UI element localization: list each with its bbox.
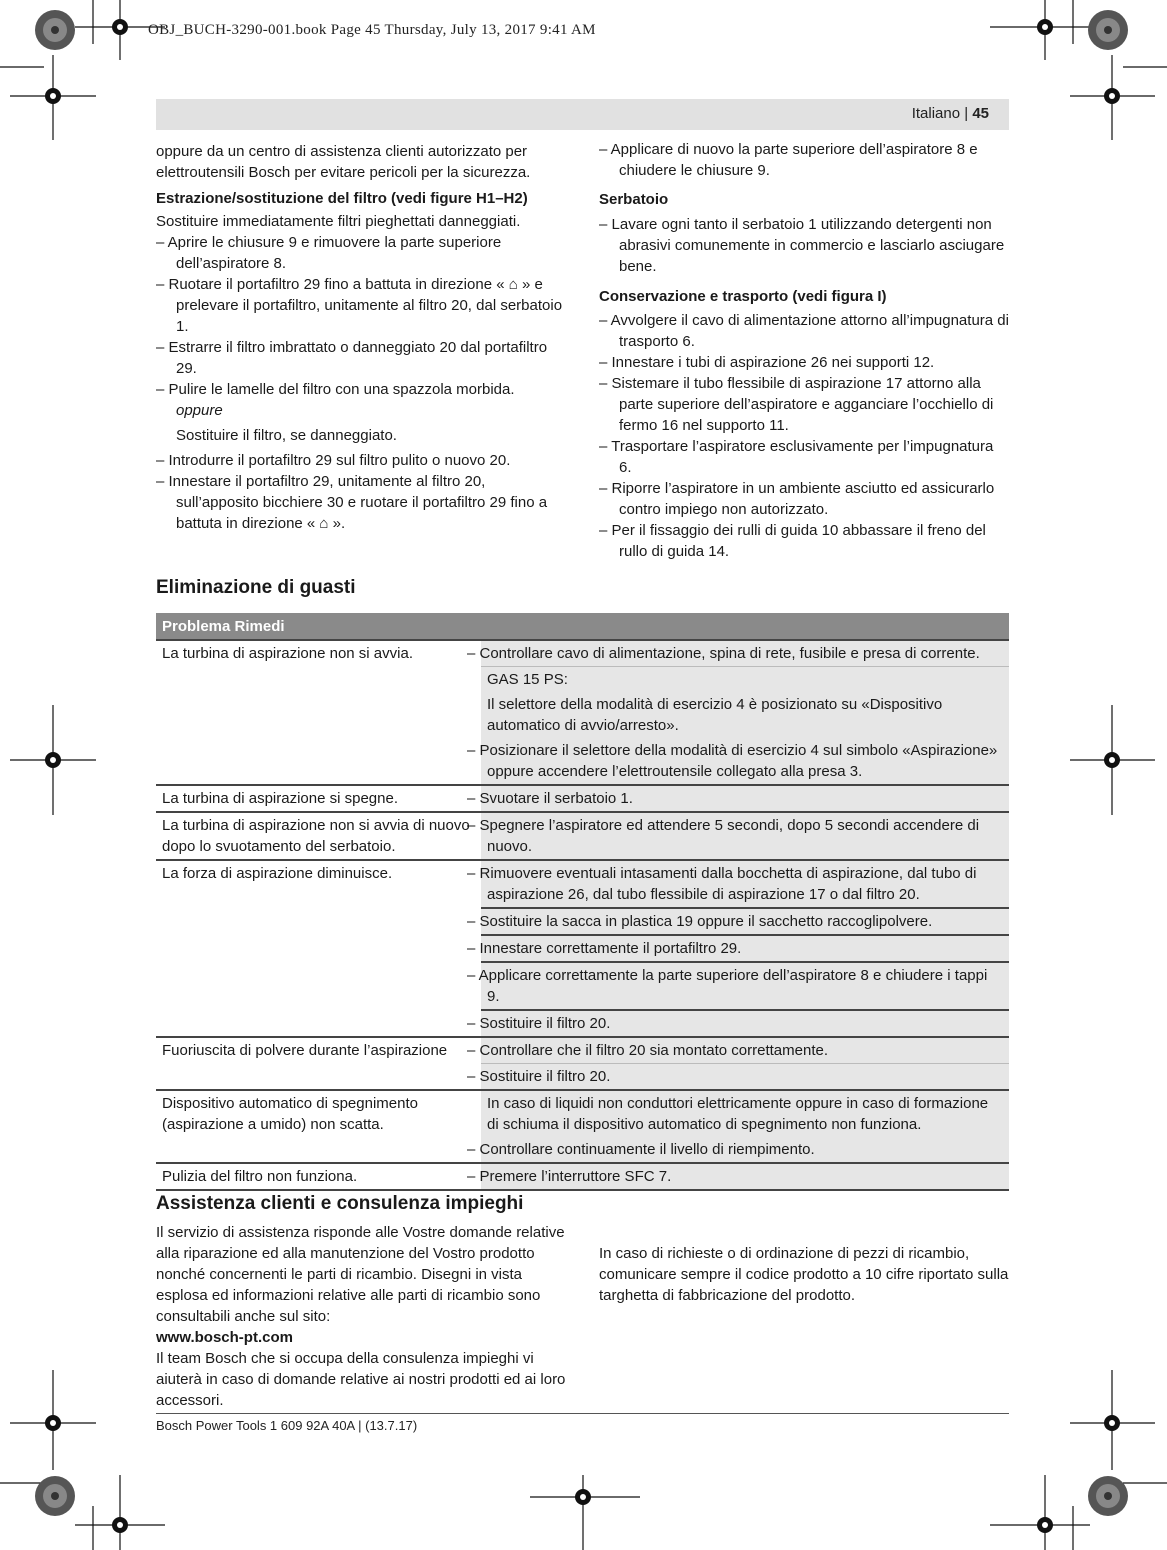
- paragraph: Il servizio di assistenza risponde alle Vostre domande relative alla riparazione ed alla manutenzione del Vostro prodotto nonché concernenti le parti di ricambio. Disegni in vista esplosa ed informazioni relative alle parti di ricambio sono consultabili anche sul sito:: [156, 1224, 565, 1325]
- section-heading: Conservazione e trasporto (vedi figura I): [599, 288, 887, 305]
- remedy-cell: – Sostituire la sacca in plastica 19 oppure il sacchetto raccoglipolvere.: [481, 908, 1009, 935]
- page-number: 45: [972, 105, 989, 122]
- problem-cell: La turbina di aspirazione si spegne.: [156, 785, 481, 812]
- list-item: – Estrarre il filtro imbrattato o danneggiato 20 dal portafiltro 29.: [156, 339, 548, 377]
- remedy-cell: – Controllare continuamente il livello di riempimento.: [481, 1137, 1009, 1163]
- troubleshooting-table: [156, 613, 1009, 1191]
- list-item: – Ruotare il portafiltro 29 fino a battuta in direzione « ⌂ » e prelevare il portafiltro, unitamente al filtro 20, dal serbatoio 1.: [156, 276, 563, 335]
- list-item: – Avvolgere il cavo di alimentazione attorno all’impugnatura di trasporto 6.: [599, 312, 1009, 350]
- paragraph: Sostituire immediatamente filtri pieghettati danneggiati.: [156, 213, 521, 230]
- list-item: – Pulire le lamelle del filtro con una spazzola morbida.: [156, 381, 515, 398]
- table-row: [156, 1090, 1009, 1137]
- problem-cell: Dispositivo automatico di spegnimento (aspirazione a umido) non scatta.: [156, 1090, 481, 1163]
- list-item: – Riporre l’aspiratore in un ambiente asciutto ed assicurarlo contro impiego non autorizzato.: [599, 480, 995, 518]
- list-item: – Innestare il portafiltro 29, unitamente al filtro 20, sull’apposito bicchiere 30 e ruotare il portafiltro 29 fino a battuta in direzione « ⌂ ».: [156, 473, 548, 532]
- list-item: – Aprire le chiusure 9 e rimuovere la parte superiore dell’aspiratore 8.: [156, 234, 502, 272]
- list-item: – Sistemare il tubo flessibile di aspirazione 17 attorno alla parte superiore dell’aspiratore e agganciare l’occhiello di fermo 16 nel supporto 11.: [599, 375, 994, 434]
- list-item: – Per il fissaggio dei rulli di guida 10 abbassare il freno del rullo di guida 14.: [599, 522, 986, 560]
- header-text: [912, 105, 989, 122]
- table-row: [156, 640, 1009, 667]
- header-separator: |: [964, 105, 969, 122]
- remedy-cell: In caso di liquidi non conduttori elettricamente oppure in caso di formazione di schiuma il dispositivo automatico di spegnimento non funziona.: [481, 1090, 1009, 1137]
- section-heading: Estrazione/sostituzione del filtro (vedi figure H1–H2): [156, 190, 528, 207]
- remedy-cell: – Rimuovere eventuali intasamenti dalla bocchetta di aspirazione, dal tubo di aspirazione 26, dal tubo flessibile di aspirazione 17 o dal filtro 20.: [481, 860, 1009, 908]
- remedy-cell: – Controllare cavo di alimentazione, spina di rete, fusibile e presa di corrente.: [481, 640, 1009, 667]
- section-heading: Serbatoio: [599, 191, 669, 208]
- running-header: [156, 99, 1009, 130]
- paragraph: oppure da un centro di assistenza clienti autorizzato per elettroutensili Bosch per evitare pericoli per la sicurezza.: [156, 143, 531, 181]
- remedy-cell: Il selettore della modalità di esercizio 4 è posizionato su «Dispositivo automatico di avvio/arresto».: [481, 692, 1009, 738]
- footer-rule: [156, 1413, 1009, 1414]
- list-item: – Trasportare l’aspiratore esclusivamente per l’impugnatura 6.: [599, 438, 994, 476]
- section-title: Eliminazione di guasti: [156, 577, 356, 598]
- problem-cell: Fuoriuscita di polvere durante l’aspirazione: [156, 1037, 481, 1090]
- remedy-cell: – Sostituire il filtro 20.: [481, 1010, 1009, 1037]
- list-item: – Introdurre il portafiltro 29 sul filtro pulito o nuovo 20.: [156, 452, 511, 469]
- list-item: – Lavare ogni tanto il serbatoio 1 utilizzando detergenti non abrasivi comunemente in commercio e lasciarlo asciugare bene.: [599, 216, 1005, 275]
- problem-cell: La forza di aspirazione diminuisce.: [156, 860, 481, 1037]
- remedy-cell: – Premere l’interruttore SFC 7.: [481, 1163, 1009, 1190]
- problem-cell: La turbina di aspirazione non si avvia di nuovo dopo lo svuotamento del serbatoio.: [156, 812, 481, 860]
- remedy-cell: – Svuotare il serbatoio 1.: [481, 785, 1009, 812]
- table-row: [156, 812, 1009, 860]
- remedy-cell: – Sostituire il filtro 20.: [481, 1064, 1009, 1091]
- paragraph: In caso di richieste o di ordinazione di pezzi di ricambio, comunicare sempre il codice prodotto a 10 cifre riportato sulla targhetta di fabbricazione del prodotto.: [599, 1245, 1009, 1304]
- remedy-cell: – Controllare che il filtro 20 sia montato correttamente.: [481, 1037, 1009, 1064]
- remedy-cell: – Posizionare il selettore della modalità di esercizio 4 sul simbolo «Aspirazione» oppure accendere l’elettroutensile collegato alla presa 3.: [481, 738, 1009, 785]
- table-header: Problema Rimedi: [156, 613, 1009, 640]
- table-row: [156, 1163, 1009, 1190]
- list-item-note: oppure: [176, 402, 223, 419]
- remedy-cell: GAS 15 PS:: [481, 667, 1009, 693]
- problem-cell: Pulizia del filtro non funziona.: [156, 1163, 481, 1190]
- list-item: – Innestare i tubi di aspirazione 26 nei supporti 12.: [599, 354, 935, 371]
- remedy-cell: – Applicare correttamente la parte superiore dell’aspiratore 8 e chiudere i tappi 9.: [481, 962, 1009, 1010]
- table-row: [156, 785, 1009, 812]
- footer: Bosch Power Tools 1 609 92A 40A | (13.7.17): [156, 1418, 418, 1433]
- list-item: – Applicare di nuovo la parte superiore dell’aspiratore 8 e chiudere le chiusure 9.: [599, 141, 978, 179]
- table-row: [156, 860, 1009, 908]
- table-row: [156, 1037, 1009, 1064]
- right-column: [599, 139, 1009, 562]
- remedy-cell: – Spegnere l’aspiratore ed attendere 5 secondi, dopo 5 secondi accendere di nuovo.: [481, 812, 1009, 860]
- service-right-column: [599, 1195, 1009, 1306]
- service-url[interactable]: www.bosch-pt.com: [156, 1329, 293, 1346]
- service-left-column: [156, 1222, 568, 1409]
- paragraph: Il team Bosch che si occupa della consulenza impieghi vi aiuterà in caso di domande relative ai nostri prodotti ed ai loro accessori.: [156, 1350, 566, 1409]
- file-slug: OBJ_BUCH-3290-001.book Page 45 Thursday, July 13, 2017 9:41 AM: [148, 22, 596, 38]
- list-item-note: Sostituire il filtro, se danneggiato.: [176, 427, 397, 444]
- header-language: Italiano: [911, 105, 961, 122]
- problem-cell: La turbina di aspirazione non si avvia.: [156, 640, 481, 785]
- table-header-row: [156, 613, 1009, 640]
- left-column: [156, 141, 568, 534]
- remedy-cell: – Innestare correttamente il portafiltro 29.: [481, 935, 1009, 962]
- section-title: Assistenza clienti e consulenza impieghi: [156, 1193, 524, 1214]
